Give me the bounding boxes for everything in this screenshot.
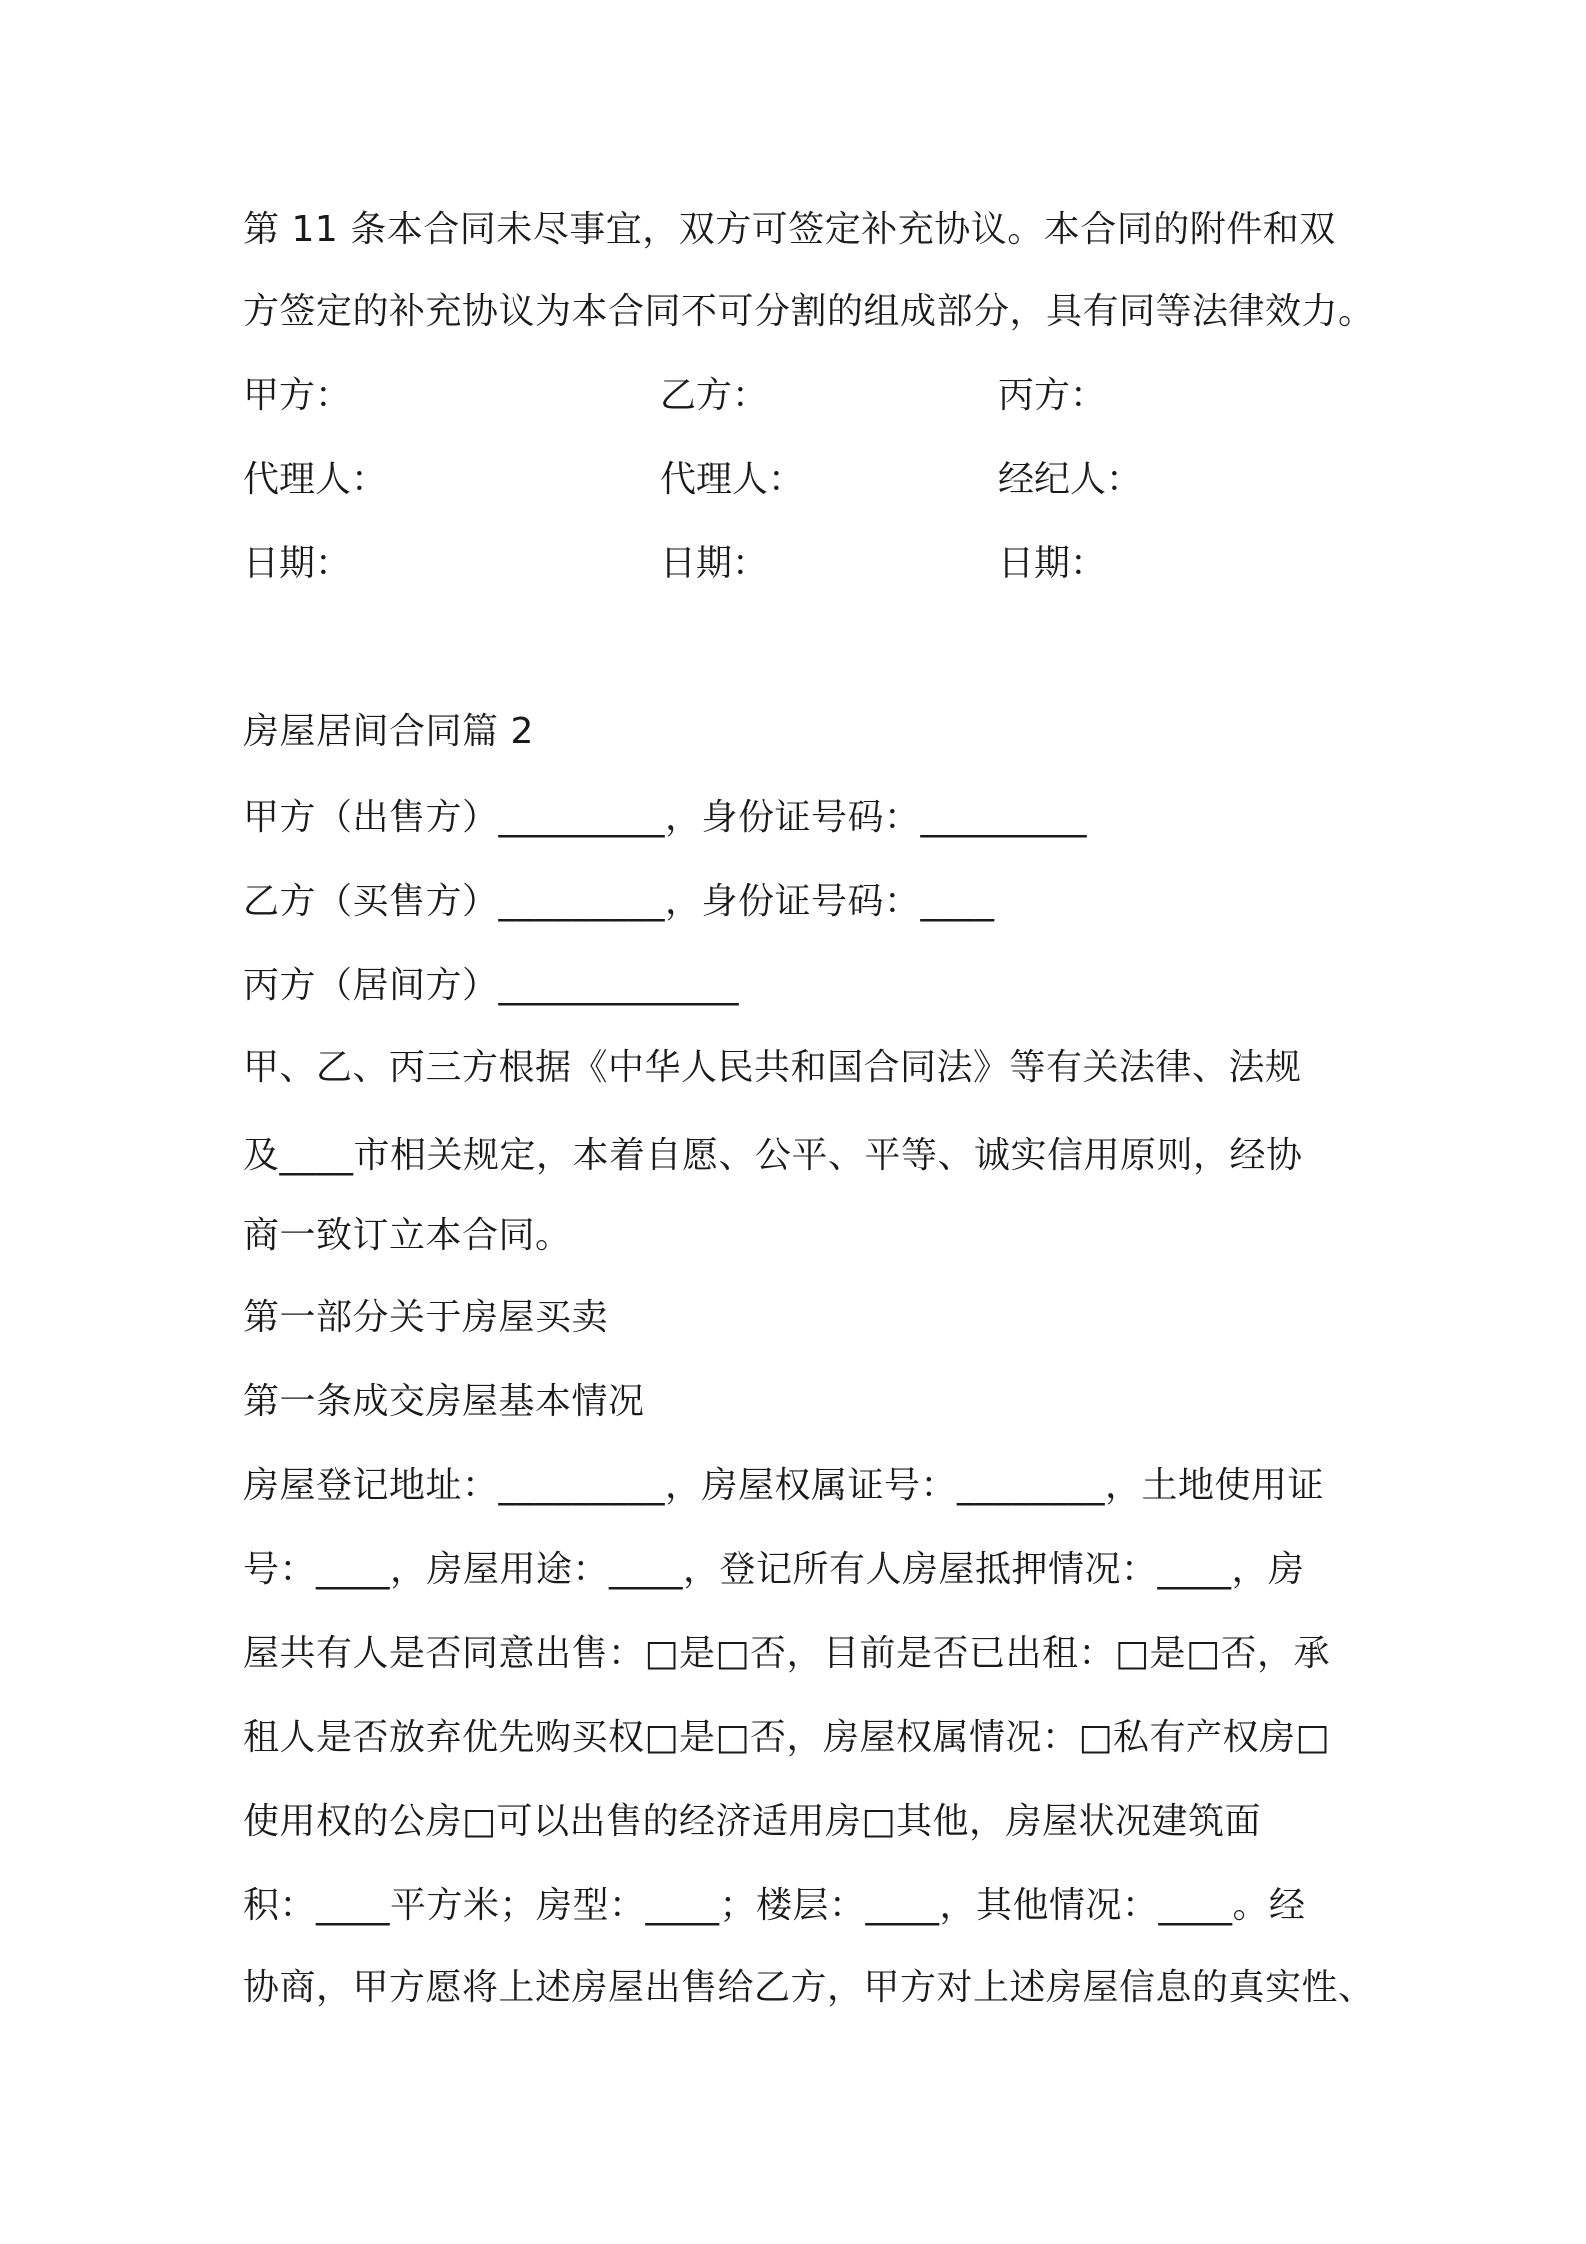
preamble-line-1: 甲、乙、丙三方根据《中华人民共和国合同法》等有关法律、法规 — [243, 1047, 1302, 1088]
sig-party-b: 乙方： — [660, 375, 769, 416]
article11-line-2: 方签定的补充协议为本合同不可分割的组成部分，具有同等法律效力。 — [243, 291, 1375, 332]
article1-line-1: 房屋登记地址：_________，房屋权属证号：________，土地使用证 — [243, 1465, 1325, 1506]
sig-date-a: 日期： — [243, 543, 352, 584]
party-broker-line: 丙方（居间方）_____________ — [243, 965, 740, 1006]
article1-line-7: 协商，甲方愿将上述房屋出售给乙方，甲方对上述房屋信息的真实性、 — [243, 1967, 1375, 2008]
sig-party-a: 甲方： — [243, 375, 352, 416]
part1-title: 第一部分关于房屋买卖 — [243, 1297, 609, 1338]
section-title: 房屋居间合同篇 2 — [243, 711, 534, 752]
sig-date-b: 日期： — [660, 543, 769, 584]
preamble-line-2: 及____市相关规定，本着自愿、公平、平等、诚实信用原则，经协 — [243, 1135, 1303, 1176]
sig-broker-c: 经纪人： — [998, 459, 1143, 500]
party-buyer-line: 乙方（买售方）_________，身份证号码：____ — [243, 881, 995, 922]
preamble-line-3: 商一致订立本合同。 — [243, 1215, 572, 1256]
article1-line-3: 屋共有人是否同意出售：□是□否，目前是否已出租：□是□否，承 — [243, 1633, 1331, 1674]
sig-agent-a: 代理人： — [243, 459, 388, 500]
article11-line-1: 第 11 条本合同未尽事宜，双方可签定补充协议。本合同的附件和双 — [243, 209, 1336, 250]
article1-line-2: 号：____，房屋用途：____，登记所有人房屋抵押情况：____，房 — [243, 1549, 1305, 1590]
sig-agent-b: 代理人： — [660, 459, 805, 500]
article1-title: 第一条成交房屋基本情况 — [243, 1381, 645, 1422]
party-seller-line: 甲方（出售方）_________，身份证号码：_________ — [243, 797, 1088, 838]
sig-party-c: 丙方： — [998, 375, 1107, 416]
article1-line-5: 使用权的公房□可以出售的经济适用房□其他，房屋状况建筑面 — [243, 1801, 1262, 1842]
sig-date-c: 日期： — [998, 543, 1107, 584]
article1-line-6: 积：____平方米；房型：____；楼层：____，其他情况：____。经 — [243, 1885, 1306, 1926]
article1-line-4: 租人是否放弃优先购买权□是□否，房屋权属情况：□私有产权房□ — [243, 1717, 1331, 1758]
